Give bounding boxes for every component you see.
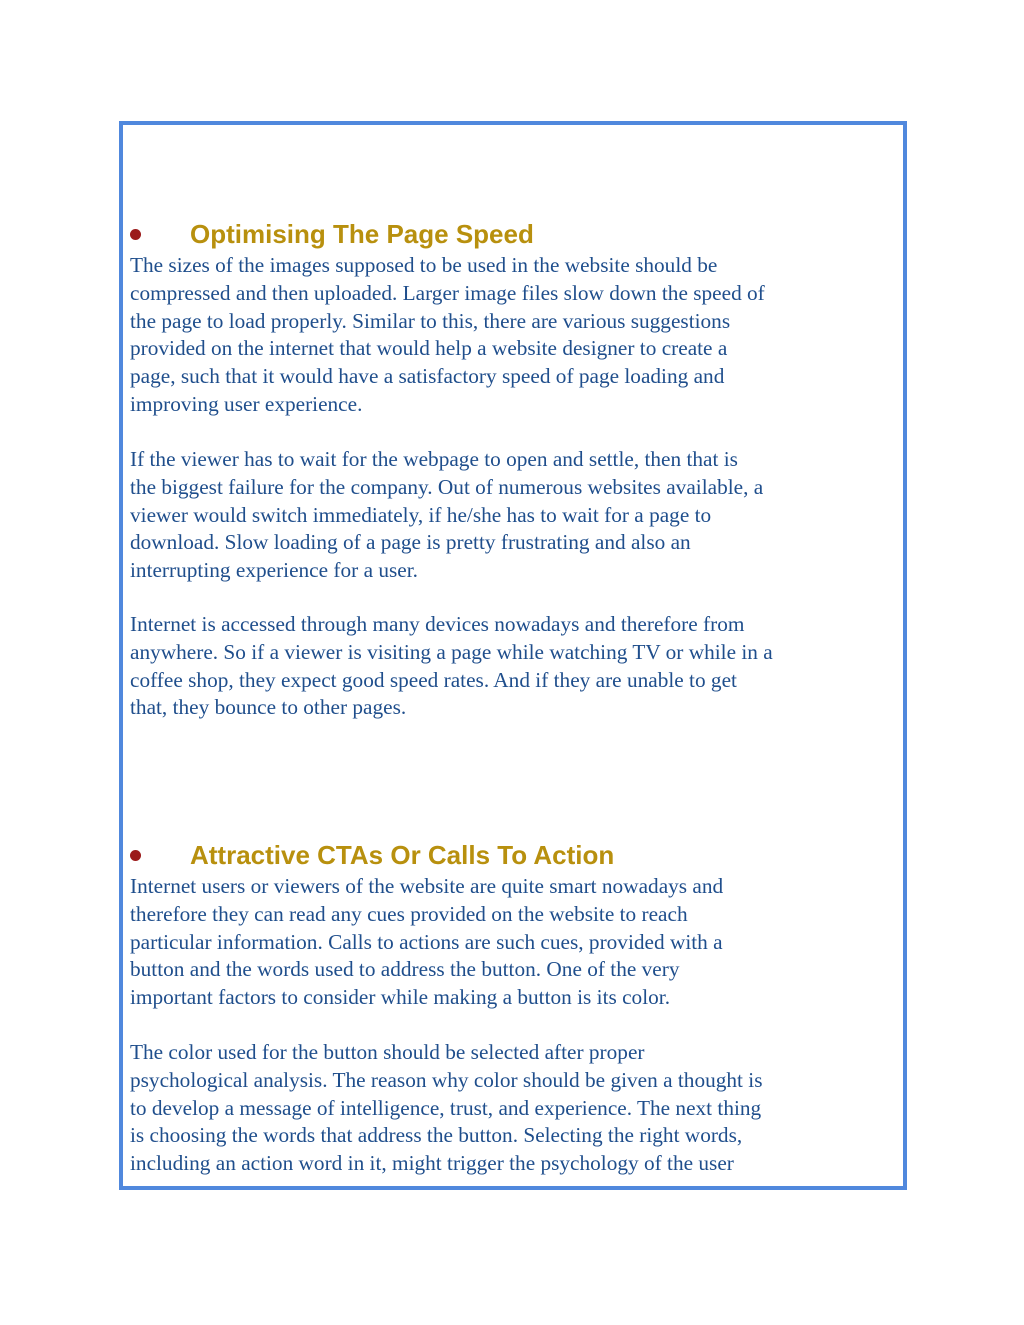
text-line: the biggest failure for the company. Out of numerous websites available, a: [130, 474, 764, 499]
text-line: compressed and then uploaded. Larger image files slow down the speed of: [130, 280, 765, 305]
text-line: important factors to consider while making a button is its color.: [130, 985, 671, 1010]
paragraph-button-color: [130, 1039, 902, 1178]
text-line: anywhere. So if a viewer is visiting a page while watching TV or while in a: [130, 639, 773, 664]
paragraph-image-sizes: [130, 252, 902, 419]
text-line: improving user experience.: [130, 391, 363, 416]
text-line: is choosing the words that address the button. Selecting the right words,: [130, 1123, 743, 1148]
text-line: psychological analysis. The reason why color should be given a thought is: [130, 1067, 763, 1092]
text-line: coffee shop, they expect good speed rates. And if they are unable to get: [130, 667, 737, 692]
text-line: download. Slow loading of a page is pretty frustrating and also an: [130, 530, 691, 555]
paragraph-devices: [130, 611, 902, 722]
bullet-icon: [130, 850, 141, 861]
text-line: page, such that it would have a satisfactory speed of page loading and: [130, 364, 725, 389]
text-line: If the viewer has to wait for the webpage to open and settle, then that is: [130, 447, 738, 471]
text-line: button and the words used to address the button. One of the very: [130, 957, 680, 982]
text-line: The sizes of the images supposed to be used in the website should be: [130, 253, 718, 277]
text-line: the page to load properly. Similar to this, there are various suggestions: [130, 308, 731, 333]
bullet-icon: [130, 229, 141, 240]
paragraph-smart-users: [130, 873, 902, 1012]
text-line: including an action word in it, might trigger the psychology of the user: [130, 1151, 734, 1176]
text-line: interrupting experience for a user.: [130, 558, 418, 583]
text-line: Internet users or viewers of the website are quite smart nowadays and: [130, 874, 724, 898]
text-line: that, they bounce to other pages.: [130, 695, 407, 720]
text-line: particular information. Calls to actions are such cues, provided with a: [130, 929, 723, 954]
text-line: to develop a message of intelligence, trust, and experience. The next thing: [130, 1095, 762, 1120]
text-line: provided on the internet that would help a website designer to create a: [130, 336, 728, 361]
text-line: Internet is accessed through many devices nowadays and therefore from: [130, 612, 745, 636]
text-line: therefore they can read any cues provided on the website to reach: [130, 901, 688, 926]
paragraph-viewer-wait: [130, 446, 902, 585]
text-line: The color used for the button should be selected after proper: [130, 1040, 645, 1064]
text-line: viewer would switch immediately, if he/she has to wait for a page to: [130, 502, 712, 527]
